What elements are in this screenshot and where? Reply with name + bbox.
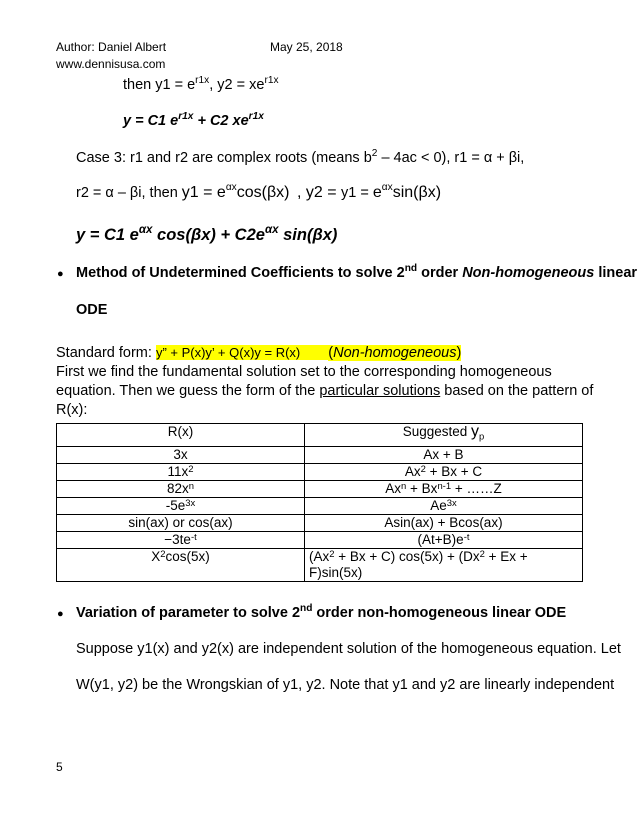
highlighted-note: Non-homogeneous: [333, 345, 457, 361]
superscript: n: [188, 480, 195, 492]
case3-y2: [297, 184, 441, 202]
y1-cos: cos(βx): [236, 184, 290, 201]
text: 11x: [167, 463, 189, 479]
text: Ae: [430, 497, 447, 513]
superscript: 2: [420, 463, 426, 475]
label: Standard form:: [56, 345, 156, 361]
exponent: 2: [371, 148, 378, 159]
text: Ax: [385, 480, 402, 496]
table-cell: [57, 531, 305, 548]
case3-roots-line: [76, 184, 290, 202]
text: based on the pattern of: [440, 383, 594, 399]
table-cell: [57, 446, 305, 463]
text: Asin(ax) + Bcos(ax): [384, 514, 503, 530]
text: F)sin(5x): [309, 564, 363, 580]
text: Method of Undetermined Coefficients to solve 2: [76, 265, 405, 281]
text: 3x: [173, 446, 188, 462]
text: y: [471, 423, 480, 440]
text: order non-homogeneous linear ODE: [312, 605, 567, 621]
table-row: [57, 514, 583, 531]
table-cell: [57, 514, 305, 531]
text: sin(βx): [278, 226, 338, 244]
text: r2 = α – βi, then: [76, 185, 182, 201]
text: equation. Then we guess the form of the: [56, 383, 320, 399]
header-website: www.dennisusa.com: [56, 57, 166, 71]
exponent: r1x: [195, 75, 210, 86]
text: , y2 = xe: [209, 77, 265, 93]
superscript: 2: [160, 548, 166, 560]
para-line-3: R(x):: [56, 402, 88, 418]
exponent: r1x: [178, 111, 194, 122]
text: + ……Z: [451, 480, 502, 496]
case2-then-line: [123, 77, 279, 93]
table-cell: [305, 446, 583, 463]
text: + Bx + C: [425, 463, 483, 479]
table-row: [57, 446, 583, 463]
table-header-cell: [305, 424, 583, 447]
superscript: 3x: [446, 497, 457, 509]
page-number: 5: [56, 760, 63, 774]
section1-title: [76, 265, 637, 281]
text: (Ax: [309, 548, 330, 564]
superscript: nd: [300, 603, 313, 614]
highlighted-equation: y” + P(x)y’ + Q(x)y = R(x): [156, 345, 328, 360]
text: X: [151, 548, 161, 564]
table-cell: [305, 548, 583, 581]
superscript: 3x: [185, 497, 196, 509]
exponent: r1x: [264, 75, 279, 86]
table-cell: [57, 463, 305, 480]
case3-line: [76, 150, 524, 166]
text: ): [456, 345, 462, 361]
table-row: [57, 497, 583, 514]
text: then y1 = e: [123, 77, 196, 93]
y1-text: y1 = e: [181, 184, 226, 201]
exponent: αx: [225, 182, 237, 193]
section2-title: [76, 605, 566, 621]
header-author: Author: Daniel Albert: [56, 40, 167, 54]
section2-para-2: W(y1, y2) be the Wrongskian of y1, y2. Note that y1 and y2 are linearly independent: [76, 677, 615, 693]
text: y = C1 e: [123, 113, 179, 129]
table-cell: [305, 463, 583, 480]
superscript: 2: [329, 548, 335, 560]
text: – 4ac < 0), r1 = α + βi,: [377, 150, 525, 166]
text: 82x: [166, 480, 189, 496]
text: Suggested: [402, 424, 472, 439]
table-row: [57, 531, 583, 548]
section1-title-line2: ODE: [76, 302, 108, 318]
italic-text: Non-homogeneous: [462, 265, 595, 281]
table-cell: [57, 480, 305, 497]
text: (: [328, 345, 334, 361]
text: + C2 xe: [193, 113, 249, 129]
standard-form-line: [56, 345, 461, 361]
exponent: αx: [264, 224, 279, 236]
para-line-1: First we find the fundamental solution set to the corresponding homogeneous: [56, 364, 552, 380]
text: −3te: [164, 531, 191, 547]
text: -5e: [165, 497, 186, 513]
superscript: n: [401, 480, 407, 492]
bullet-icon: ●: [57, 608, 64, 620]
text: Ax: [404, 463, 421, 479]
table-cell: [305, 480, 583, 497]
rx-table: [56, 423, 583, 582]
table-cell: [305, 531, 583, 548]
table-cell: [57, 548, 305, 581]
y2-text: , y2 =: [297, 184, 342, 201]
text: Ax + B: [423, 446, 464, 462]
text: Case 3: r1 and r2 are complex roots (means b: [76, 150, 372, 166]
subscript: p: [479, 431, 485, 443]
text: + Bx: [406, 480, 438, 496]
table-row: [57, 463, 583, 480]
superscript: -t: [190, 531, 197, 543]
text: linear: [594, 265, 638, 281]
superscript: 2: [479, 548, 485, 560]
underlined-text: particular solutions: [319, 383, 441, 399]
text: + Bx + C) cos(5x) + (Dx: [334, 548, 480, 564]
case2-solution: [123, 113, 264, 129]
text: cos(βx) + C2e: [152, 226, 265, 244]
table-cell: [305, 497, 583, 514]
exponent: αx: [381, 182, 393, 193]
table-header-row: [57, 424, 583, 447]
superscript: -t: [463, 531, 470, 543]
superscript: n-1: [437, 480, 452, 492]
text: e: [372, 184, 382, 201]
table-cell: [57, 497, 305, 514]
exponent: αx: [138, 224, 153, 236]
para-line-2: [56, 383, 593, 399]
text: (At+B)e: [417, 531, 464, 547]
y2-sin: sin(βx): [392, 184, 442, 201]
text: cos(5x): [165, 548, 210, 564]
table-row: [57, 480, 583, 497]
case3-solution: [76, 226, 337, 245]
table-cell: [305, 514, 583, 531]
text: y = C1 e: [76, 226, 139, 244]
text: y1 =: [341, 185, 373, 201]
exponent: r1x: [248, 111, 264, 122]
text: order: [417, 265, 463, 281]
table-row: [57, 548, 583, 581]
header-date: May 25, 2018: [270, 40, 343, 54]
text: + Ex +: [484, 548, 528, 564]
text: Variation of parameter to solve 2: [76, 605, 301, 621]
bullet-icon: ●: [57, 268, 64, 280]
text: sin(ax) or cos(ax): [128, 514, 233, 530]
table-header-cell: R(x): [57, 424, 305, 447]
superscript: 2: [188, 463, 194, 475]
section2-para-1: Suppose y1(x) and y2(x) are independent solution of the homogeneous equation. Let: [76, 641, 621, 657]
superscript: nd: [404, 263, 418, 274]
